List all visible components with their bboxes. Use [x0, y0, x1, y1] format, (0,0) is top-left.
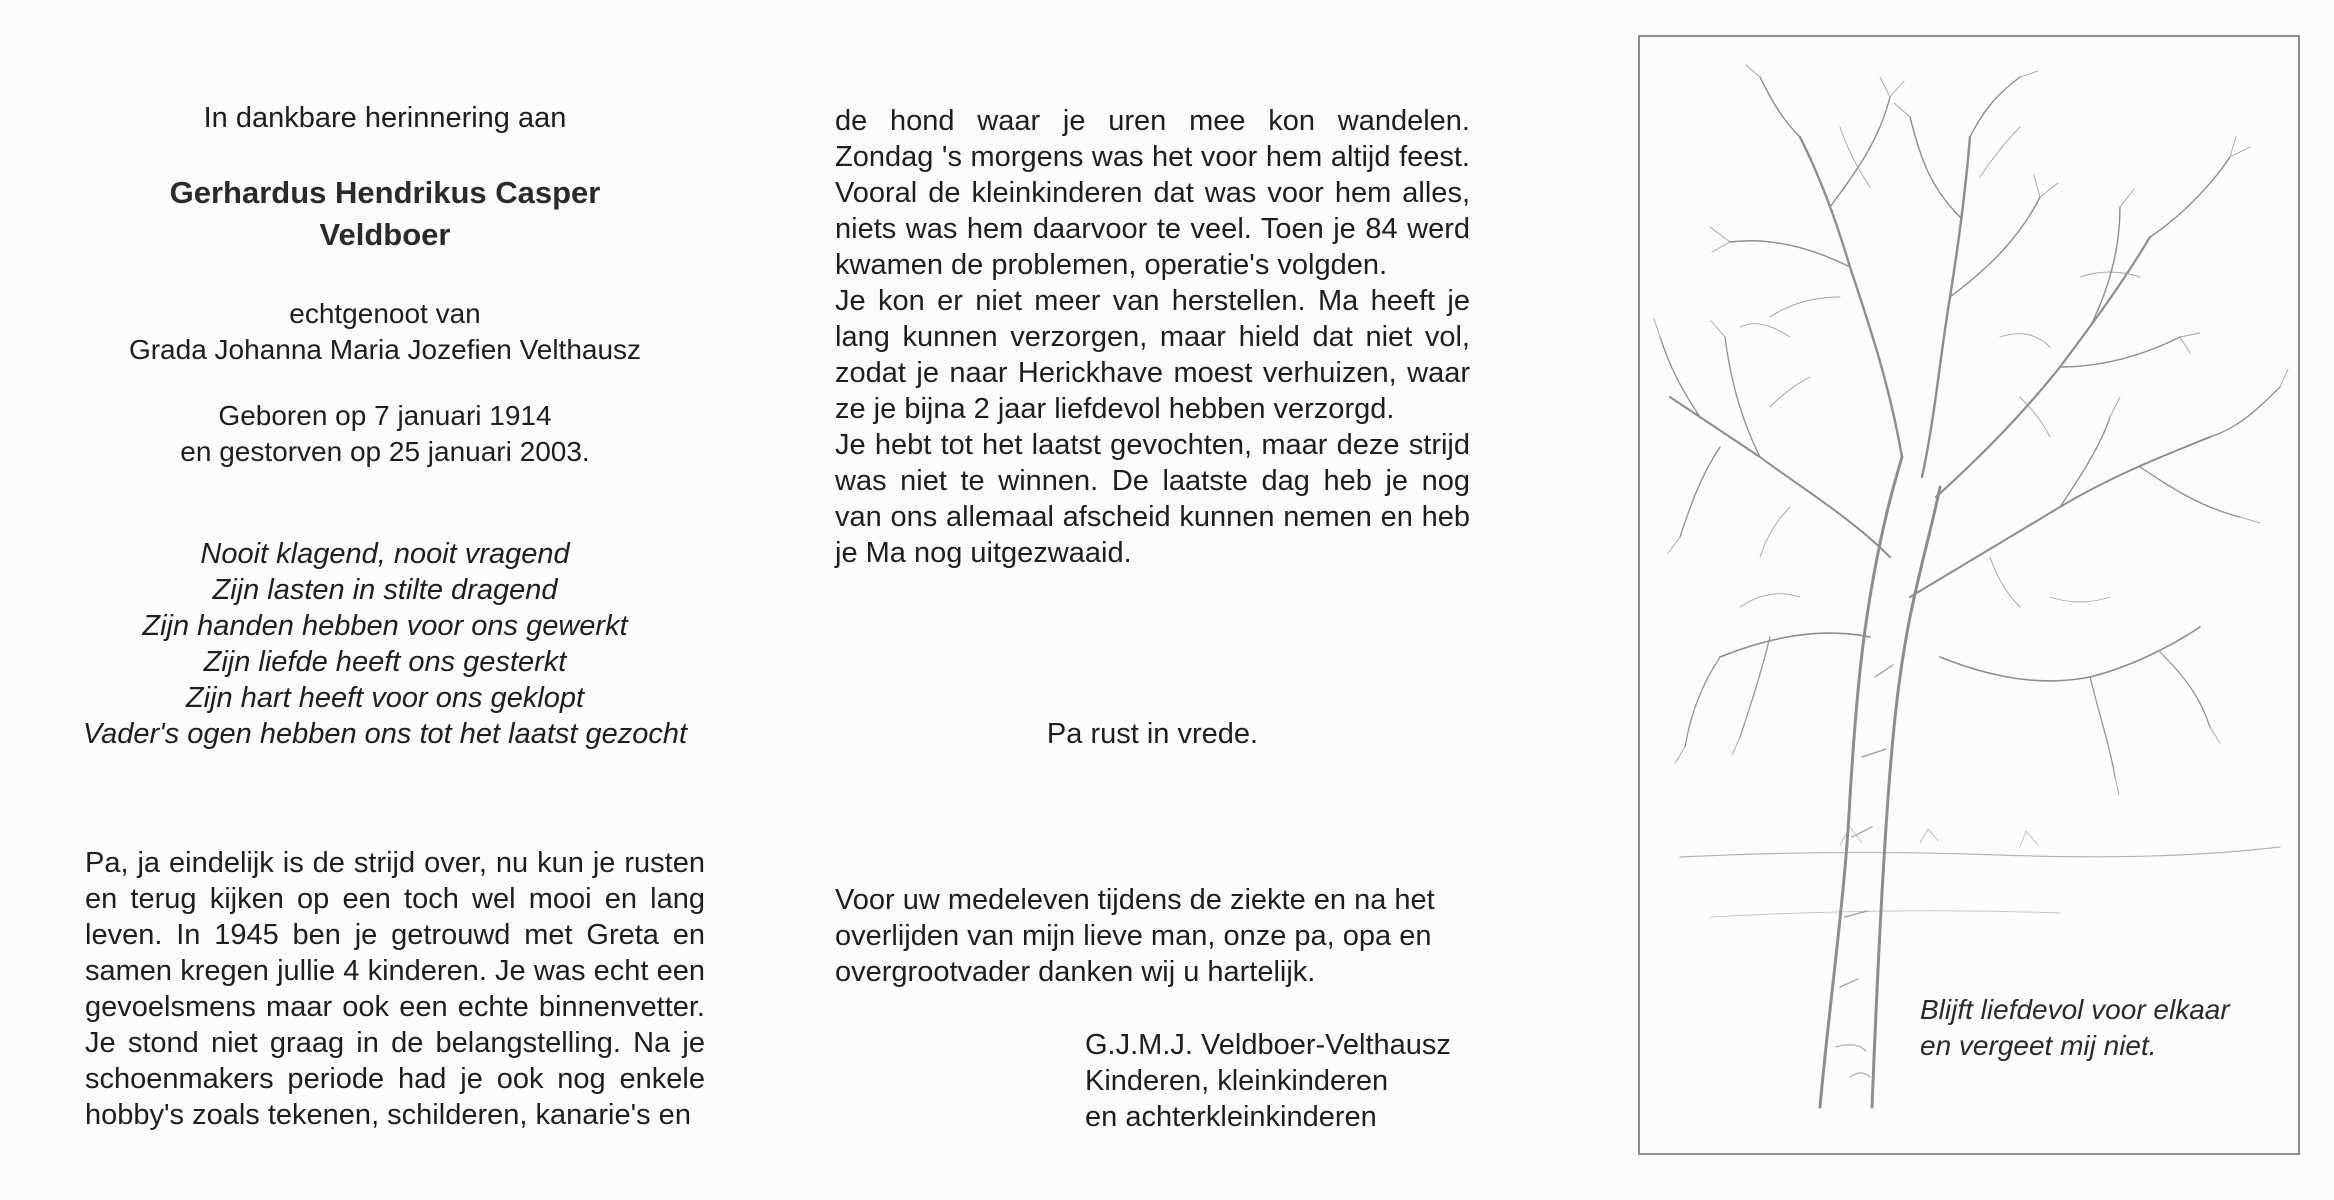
poem-line: Vader's ogen hebben ons tot het laatst gezocht [82, 718, 688, 750]
life-story-paragraph-left: Pa, ja eindelijk is de strijd over, nu kun je rusten en terug kijken op een toch wel mooi en lang leven. In 1945 ben je getrouwd met Greta en samen kregen jullie 4 kinderen. Je was echt een gevoelsmens maar ook een echte binnenvetter. Je stond niet graag in de belangstelling. Na je schoenmakers periode had je ook nog enkele hobby's zoals tekenen, schilderen, kanarie's en [85, 847, 705, 1131]
life-story-paragraph-3: Je hebt tot het laatst gevochten, maar deze strijd was niet te winnen. De laatste dag heb je nog van ons allemaal afscheid kunnen nemen en heb je Ma nog uitgezwaaid. [835, 429, 1470, 569]
caption-line-1: Blijft liefdevol voor elkaar [1920, 994, 2230, 1025]
poem-line: Zijn hart heeft voor ons geklopt [185, 682, 585, 714]
thanks-paragraph: Voor uw medeleven tijdens de ziekte en na het overlijden van mijn lieve man, onze pa, opa en overgrootvader danken wij u hartelijk. [835, 884, 1435, 988]
life-story-paragraph-1: de hond waar je uren mee kon wandelen. Zondag 's morgens was het voor hem altijd feest. Vooral de kleinkinderen dat was voor hem alles, niets was hem daarvoor te veel. Toen je 84 werd kwamen de problemen, operatie's volgden. [835, 105, 1470, 281]
signature-block [1085, 1027, 1505, 1135]
signature-line: en achterkleinkinderen [1085, 1101, 1377, 1133]
dates-block [55, 398, 715, 470]
poem-line: Nooit klagend, nooit vragend [200, 538, 570, 570]
left-column [55, 100, 715, 752]
spouse-block [55, 296, 715, 368]
death-date: en gestorven op 25 januari 2003. [180, 436, 590, 467]
spouse-label: echtgenoot van [289, 298, 481, 329]
middle-column [835, 103, 1470, 571]
caption-line-2: en vergeet mij niet. [1920, 1030, 2157, 1061]
signature-line: G.J.M.J. Veldboer-Velthausz [1085, 1029, 1451, 1061]
spouse-name: Grada Johanna Maria Jozefien Velthausz [128, 334, 642, 365]
intro-text: In dankbare herinnering aan [203, 102, 567, 134]
tree-sketch-icon [1640, 37, 2300, 1155]
birth-date: Geboren op 7 januari 1914 [218, 400, 552, 431]
name-line-2: Veldboer [319, 217, 451, 252]
poem-line: Zijn liefde heeft ons gesterkt [203, 646, 567, 678]
poem-line: Zijn lasten in stilte dragend [212, 574, 558, 606]
illustration-card [1638, 35, 2300, 1155]
rest-in-peace-text: Pa rust in vrede. [1046, 718, 1259, 750]
deceased-name [55, 172, 715, 256]
signature-line: Kinderen, kleinkinderen [1085, 1065, 1389, 1097]
poem-line: Zijn handen hebben voor ons gewerkt [142, 610, 628, 642]
poem [55, 536, 715, 752]
card-caption [1920, 992, 2280, 1064]
name-line-1: Gerhardus Hendrikus Casper [169, 175, 601, 210]
life-story-paragraph-2: Je kon er niet meer van herstellen. Ma heeft je lang kunnen verzorgen, maar hield dat niet vol, zodat je naar Herickhave moest verhuizen, waar ze je bijna 2 jaar liefdevol hebben verzorgd. [835, 285, 1470, 425]
